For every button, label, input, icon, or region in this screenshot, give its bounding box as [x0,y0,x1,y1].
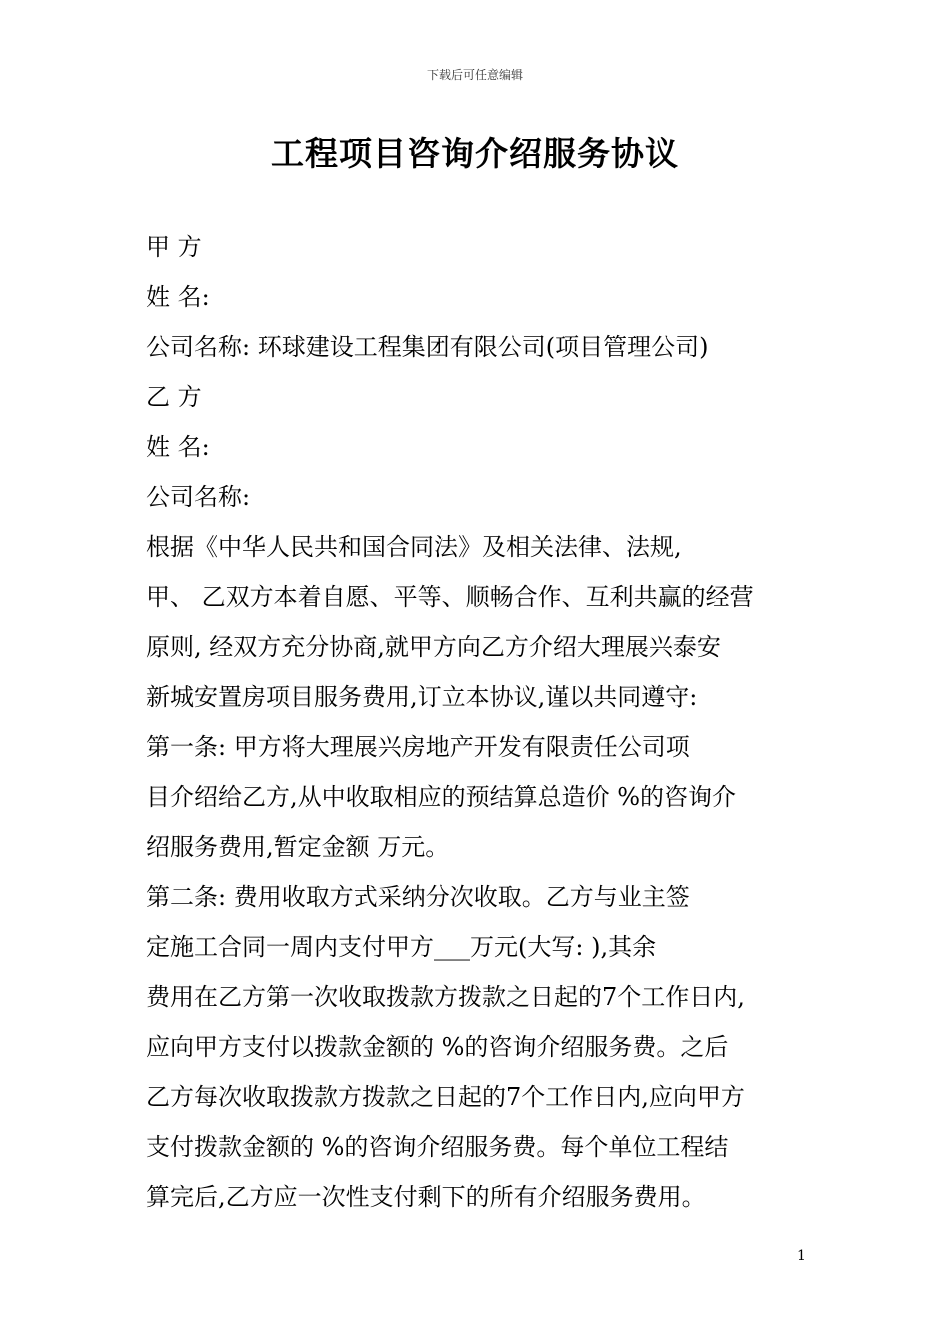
party-a-label: 甲 方 [146,233,202,261]
article-1-line: 第一条: 甲方将大理展兴房地产开发有限责任公司项 [146,733,690,761]
document-title: 工程项目咨询介绍服务协议 [271,134,679,173]
article-2-line: 算完后,乙方应一次性支付剩下的所有介绍服务费用。 [146,1183,706,1211]
article-2-line: 费用在乙方第一次收取拨款方拨款之日起的7个工作日内, [146,983,745,1011]
party-b-label: 乙 方 [146,383,202,411]
party-b-name: 姓 名: [146,433,210,461]
preamble-line: 新城安置房项目服务费用,订立本协议,谨以共同遵守: [146,683,698,711]
party-a-name: 姓 名: [146,283,210,311]
party-b-company: 公司名称: [146,483,251,511]
article-2-line: 应向甲方支付以拨款金额的 %的咨询介绍服务费。之后 [146,1033,729,1061]
article-2-line: 支付拨款金额的 %的咨询介绍服务费。每个单位工程结 [146,1133,729,1161]
article-1-line: 目介绍给乙方,从中收取相应的预结算总造价 %的咨询介 [146,783,737,811]
article-2-line: 定施工合同一周内支付甲方___万元(大写: ),其余 [146,933,657,961]
article-2-line: 第二条: 费用收取方式采纳分次收取。乙方与业主签 [146,883,690,911]
page-number: 1 [797,1248,806,1264]
preamble-line: 根据《中华人民共和国合同法》及相关法律、法规, [146,533,682,561]
article-2-line: 乙方每次收取拨款方拨款之日起的7个工作日内,应向甲方 [146,1083,745,1111]
document-body [146,222,806,1222]
header-note: 下载后可任意编辑 [426,68,523,82]
preamble-line: 甲、 乙双方本着自愿、平等、顺畅合作、互利共赢的经营 [146,583,754,611]
party-a-company: 公司名称: 环球建设工程集团有限公司(项目管理公司) [146,333,709,361]
article-1-line: 绍服务费用,暂定金额 万元。 [146,833,450,861]
preamble-line: 原则, 经双方充分协商,就甲方向乙方介绍大理展兴泰安 [146,633,721,661]
